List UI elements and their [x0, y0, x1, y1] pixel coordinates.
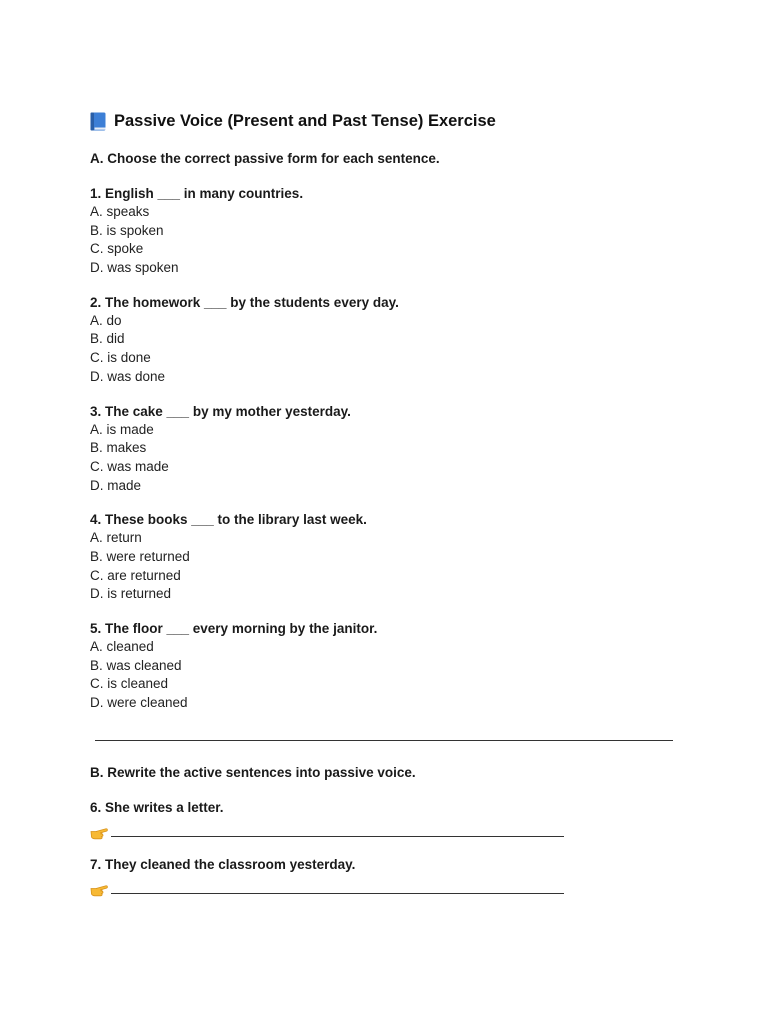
answer-option-c[interactable]: C. spoke	[90, 241, 144, 257]
exercise-part-a	[90, 108, 690, 713]
section-divider	[95, 740, 673, 741]
question-text: 3. The cake ___ by my mother yesterday.	[90, 403, 351, 419]
answer-blank[interactable]	[111, 836, 564, 837]
part-a-heading: A. Choose the correct passive form for each sentence.	[90, 151, 440, 166]
question-text: 5. The floor ___ every morning by the janitor.	[90, 621, 378, 636]
question-list	[90, 184, 690, 713]
blue-book-icon	[90, 112, 106, 131]
answer-option-c[interactable]: C. are returned	[90, 567, 181, 583]
rewrite-prompt: 6. She writes a letter.	[90, 800, 224, 815]
question-text: 1. English ___ in many countries.	[90, 186, 304, 201]
pointing-hand-icon	[90, 881, 108, 897]
answer-option-a[interactable]: A. cleaned	[90, 639, 154, 654]
answer-option-b[interactable]: B. were returned	[90, 548, 190, 564]
answer-option-d[interactable]: D. is returned	[90, 586, 172, 602]
answer-option-a[interactable]: A. speaks	[90, 204, 150, 219]
answer-option-d[interactable]: D. made	[90, 477, 142, 493]
question-text: 2. The homework ___ by the students every day.	[90, 294, 399, 310]
answer-option-d[interactable]: D. was spoken	[90, 260, 179, 276]
rewrite-item-7	[90, 855, 690, 897]
question-4	[90, 510, 690, 604]
answer-option-d[interactable]: D. were cleaned	[90, 695, 188, 711]
answer-option-c[interactable]: C. is done	[90, 350, 151, 366]
pointing-hand-icon	[90, 824, 108, 840]
question-1	[90, 184, 690, 278]
answer-option-b[interactable]: B. is spoken	[90, 222, 164, 238]
page-title: Passive Voice (Present and Past Tense) Exercise	[114, 111, 496, 130]
answer-option-b[interactable]: B. makes	[90, 440, 147, 456]
answer-option-a[interactable]: A. do	[90, 312, 122, 328]
rewrite-item-6	[90, 798, 690, 840]
rewrite-list	[90, 798, 690, 897]
part-b-heading: B. Rewrite the active sentences into passive voice.	[90, 765, 416, 780]
question-2	[90, 293, 690, 387]
question-3	[90, 402, 690, 496]
answer-option-a[interactable]: A. return	[90, 530, 142, 546]
answer-option-d[interactable]: D. was done	[90, 368, 166, 384]
answer-option-c[interactable]: C. is cleaned	[90, 676, 169, 692]
question-text: 4. These books ___ to the library last week.	[90, 512, 367, 528]
answer-option-c[interactable]: C. was made	[90, 458, 169, 474]
page-title-row	[90, 108, 690, 134]
answer-blank[interactable]	[111, 893, 564, 894]
answer-option-b[interactable]: B. did	[90, 331, 125, 347]
answer-row	[90, 818, 690, 840]
answer-row	[90, 875, 690, 897]
question-5	[90, 619, 690, 713]
rewrite-prompt: 7. They cleaned the classroom yesterday.	[90, 857, 356, 872]
exercise-part-b	[90, 763, 690, 897]
answer-option-a[interactable]: A. is made	[90, 421, 154, 437]
answer-option-b[interactable]: B. was cleaned	[90, 657, 182, 673]
